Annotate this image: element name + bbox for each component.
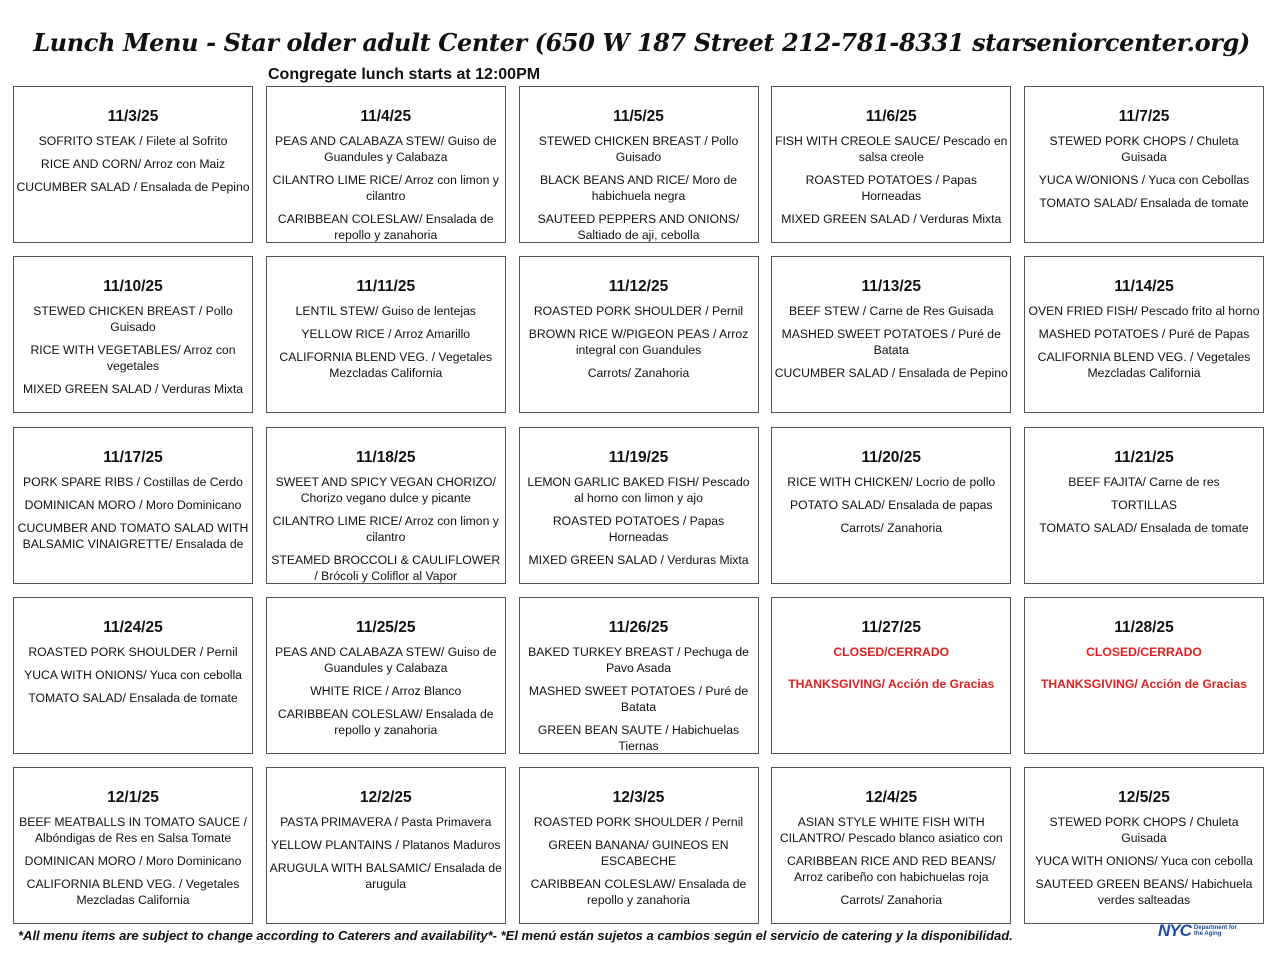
menu-item: BEEF STEW / Carne de Res Guisada	[788, 304, 994, 319]
menu-item: YELLOW PLANTAINS / Platanos Maduros	[271, 838, 501, 852]
menu-item: ARUGULA WITH BALSAMIC/ Ensalada de arugula	[269, 861, 502, 891]
closed-notice: CLOSED/CERRADO	[833, 644, 950, 659]
menu-item: MIXED GREEN SALAD / Verduras Mixta	[22, 382, 244, 397]
menu-item: OVEN FRIED FISH/ Pescado frito al horno	[1028, 304, 1260, 319]
menu-item: CILANTRO LIME RICE/ Arroz con limon y cilantro	[272, 173, 499, 203]
nyc-logo-mark: NYC	[1158, 921, 1191, 940]
closed-notice: THANKSGIVING/ Acción de Gracias	[788, 676, 995, 691]
menu-item: ROASTED POTATOES / Papas Horneadas	[552, 513, 725, 544]
menu-day-cell	[771, 427, 1011, 584]
menu-day-date: 11/17/25	[103, 448, 163, 466]
menu-day-date: 11/6/25	[865, 108, 917, 125]
menu-day-cell	[771, 86, 1011, 243]
closed-notice: CLOSED/CERRADO	[1086, 644, 1202, 659]
menu-item: BEEF FAJITA/ Carne de res	[1068, 474, 1220, 489]
menu-item: CALIFORNIA BLEND VEG. / Vegetales Mezcladas California	[1037, 350, 1251, 381]
menu-item: SAUTEED PEPPERS AND ONIONS/ Saltiado de aji, cebolla	[537, 212, 740, 242]
menu-item: CARIBBEAN RICE AND RED BEANS/ Arroz caribeño con habichuelas roja	[786, 854, 996, 884]
menu-item: RICE WITH VEGETABLES/ Arroz con vegetales	[30, 343, 236, 374]
menu-item: SWEET AND SPICY VEGAN CHORIZO/ Chorizo vegano dulce y picante	[275, 474, 496, 505]
menu-item: CUCUMBER SALAD / Ensalada de Pepino	[16, 180, 250, 194]
menu-item: POTATO SALAD/ Ensalada de papas	[789, 497, 993, 512]
menu-item: DOMINICAN MORO / Moro Dominicano	[24, 854, 242, 868]
logo-text-line-1: Department for	[1193, 924, 1237, 931]
menu-item: LEMON GARLIC BAKED FISH/ Pescado al horno con limon y ajo	[527, 474, 750, 505]
menu-item: BEEF MEATBALLS IN TOMATO SAUCE / Albóndigas de Res en Salsa Tomate	[19, 815, 247, 845]
menu-day-date: 11/19/25	[608, 448, 669, 466]
menu-item: YELLOW RICE / Arroz Amarillo	[301, 327, 471, 342]
menu-item: RICE WITH CHICKEN/ Locrio de pollo	[787, 474, 996, 489]
menu-item: Carrots/ Zanahoria	[840, 520, 943, 535]
menu-item: PASTA PRIMAVERA / Pasta Primavera	[280, 815, 492, 829]
menu-day-date: 11/24/25	[103, 618, 163, 636]
menu-day-cell	[1024, 256, 1264, 413]
menu-day-date: 11/14/25	[1114, 278, 1174, 296]
menu-item: CUCUMBER SALAD / Ensalada de Pepino	[774, 366, 1008, 381]
closed-notice: THANKSGIVING/ Acción de Gracias	[1040, 676, 1248, 691]
menu-day-cell	[1024, 427, 1264, 584]
menu-day-cell	[1024, 767, 1264, 924]
menu-day-date: 11/11/25	[356, 278, 416, 296]
menu-item: Carrots/ Zanahoria	[840, 893, 943, 907]
menu-day-date: 11/21/25	[1114, 448, 1174, 466]
menu-day-date: 11/7/25	[1118, 108, 1170, 125]
menu-item: RICE AND CORN/ Arroz con Maiz	[40, 157, 226, 171]
menu-item: PEAS AND CALABAZA STEW/ Guiso de Guandules y Calabaza	[275, 134, 497, 164]
menu-day-cell	[266, 597, 506, 754]
menu-item: TORTILLAS	[1111, 497, 1177, 512]
menu-item: PORK SPARE RIBS / Costillas de Cerdo	[23, 474, 243, 489]
menu-item: GREEN BANANA/ GUINEOS EN ESCABECHE	[548, 838, 729, 868]
menu-item: STEWED CHICKEN BREAST / Pollo Guisado	[33, 304, 233, 335]
menu-day-date: 11/12/25	[608, 278, 669, 296]
menu-day-cell	[266, 767, 506, 924]
menu-day-date: 11/10/25	[103, 278, 163, 296]
menu-day-cell	[1024, 86, 1264, 243]
menu-item: ROASTED PORK SHOULDER / Pernil	[533, 304, 744, 319]
menu-day-date: 12/4/25	[865, 789, 918, 806]
menu-item: CALIFORNIA BLEND VEG. / Vegetales Mezcladas California	[279, 350, 493, 381]
menu-item: BROWN RICE W/PIGEON PEAS / Arroz integral con Guandules	[528, 327, 749, 358]
menu-item: MASHED SWEET POTATOES / Puré de Batata	[781, 327, 1001, 358]
menu-day-date: 11/26/25	[608, 618, 669, 636]
menu-item: BLACK BEANS AND RICE/ Moro de habichuela negra	[539, 173, 738, 203]
menu-item: MASHED SWEET POTATOES / Puré de Batata	[528, 683, 749, 714]
menu-item: PEAS AND CALABAZA STEW/ Guiso de Guandules y Calabaza	[275, 644, 497, 675]
menu-day-cell	[13, 86, 253, 243]
menu-day-cell	[519, 256, 759, 413]
menu-calendar-grid	[13, 86, 1264, 924]
menu-day-date: 12/1/25	[107, 789, 159, 806]
menu-item: MASHED POTATOES / Puré de Papas	[1038, 327, 1250, 342]
menu-day-cell	[13, 256, 253, 413]
menu-item: MIXED GREEN SALAD / Verduras Mixta	[781, 212, 1002, 226]
menu-item: TOMATO SALAD/ Ensalada de tomate	[1039, 196, 1249, 210]
menu-day-date: 12/3/25	[612, 789, 665, 806]
menu-day-date: 11/27/25	[861, 618, 921, 636]
lunch-time-note: Congregate lunch starts at 12:00PM	[268, 66, 541, 83]
menu-item: CILANTRO LIME RICE/ Arroz con limon y cilantro	[272, 513, 499, 544]
menu-item: BAKED TURKEY BREAST / Pechuga de Pavo Asada	[528, 644, 749, 675]
menu-day-cell	[13, 767, 253, 924]
menu-item: ASIAN STYLE WHITE FISH WITH CILANTRO/ Pescado blanco asiatico con	[779, 815, 1003, 845]
menu-item: TOMATO SALAD/ Ensalada de tomate	[28, 690, 238, 705]
menu-day-date: 11/20/25	[861, 448, 921, 466]
menu-day-cell	[519, 86, 759, 243]
menu-item: DOMINICAN MORO / Moro Dominicano	[24, 497, 242, 512]
menu-day-cell	[771, 767, 1011, 924]
menu-day-date: 11/13/25	[861, 278, 921, 296]
menu-day-cell	[519, 597, 759, 754]
menu-item: STEWED PORK CHOPS / Chuleta Guisada	[1049, 134, 1239, 164]
menu-day-cell	[519, 767, 759, 924]
menu-day-date: 12/2/25	[359, 789, 412, 806]
menu-day-cell	[266, 256, 506, 413]
menu-day-cell	[1024, 597, 1264, 754]
menu-day-date: 11/18/25	[356, 448, 416, 466]
menu-item: TOMATO SALAD/ Ensalada de tomate	[1039, 520, 1249, 535]
menu-item: WHITE RICE / Arroz Blanco	[310, 683, 462, 698]
nyc-logo-text	[1194, 925, 1237, 938]
menu-item: STEWED PORK CHOPS / Chuleta Guisada	[1049, 815, 1239, 845]
menu-day-date: 11/4/25	[360, 108, 412, 125]
menu-day-date: 11/3/25	[107, 108, 159, 125]
menu-item: CARIBBEAN COLESLAW/ Ensalada de repollo y zanahoria	[277, 212, 494, 242]
menu-item: CARIBBEAN COLESLAW/ Ensalada de repollo y zanahoria	[530, 877, 747, 907]
menu-item: SAUTEED GREEN BEANS/ Habichuela verdes salteadas	[1035, 877, 1253, 907]
menu-item: ROASTED POTATOES / Papas Horneadas	[805, 173, 977, 203]
menu-day-cell	[771, 597, 1011, 754]
menu-item: Carrots/ Zanahoria	[587, 366, 690, 381]
menu-item: ROASTED PORK SHOULDER / Pernil	[533, 815, 744, 829]
menu-item: CALIFORNIA BLEND VEG. / Vegetales Mezcladas California	[26, 877, 240, 907]
menu-item: STEWED CHICKEN BREAST / Pollo Guisado	[538, 134, 739, 164]
menu-item: LENTIL STEW/ Guiso de lentejas	[295, 304, 476, 319]
menu-item: YUCA WITH ONIONS/ Yuca con cebolla	[24, 667, 242, 682]
menu-item: STEAMED BROCCOLI & CAULIFLOWER / Brócoli y Coliflor al Vapor	[271, 552, 501, 583]
disclaimer-note: *All menu items are subject to change according to Caterers and availability*- *El menú están sujetos a cambios según el servicio de catering y la disponibilidad.	[18, 928, 1013, 943]
menu-day-cell	[266, 427, 506, 584]
menu-day-cell	[519, 427, 759, 584]
menu-item: GREEN BEAN SAUTE / Habichuelas Tiernas	[537, 722, 740, 753]
menu-day-cell	[266, 86, 506, 243]
menu-day-date: 12/5/25	[1118, 789, 1170, 806]
page-title: Lunch Menu - Star older adult Center (650 W 187 Street 212-781-8331 starseniorcenter.org)	[33, 28, 1250, 57]
menu-day-cell	[771, 256, 1011, 413]
menu-item: CARIBBEAN COLESLAW/ Ensalada de repollo y zanahoria	[277, 706, 494, 737]
menu-item: SOFRITO STEAK / Filete al Sofrito	[38, 134, 228, 148]
menu-item: FISH WITH CREOLE SAUCE/ Pescado en salsa creole	[775, 134, 1008, 164]
menu-item: ROASTED PORK SHOULDER / Pernil	[28, 644, 238, 659]
menu-item: YUCA W/ONIONS / Yuca con Cebollas	[1038, 173, 1250, 187]
menu-day-cell	[13, 597, 253, 754]
menu-day-cell	[13, 427, 253, 584]
menu-item: CUCUMBER AND TOMATO SALAD WITH BALSAMIC VINAIGRETTE/ Ensalada de	[17, 520, 249, 551]
menu-item: MIXED GREEN SALAD / Verduras Mixta	[528, 552, 749, 567]
menu-day-date: 11/28/25	[1114, 618, 1174, 636]
menu-item: YUCA WITH ONIONS/ Yuca con cebolla	[1035, 854, 1253, 868]
menu-day-date: 11/5/25	[613, 108, 664, 125]
nyc-aging-logo	[1158, 921, 1237, 941]
menu-day-date: 11/25/25	[356, 618, 416, 636]
logo-text-line-2: the Aging	[1193, 931, 1222, 937]
